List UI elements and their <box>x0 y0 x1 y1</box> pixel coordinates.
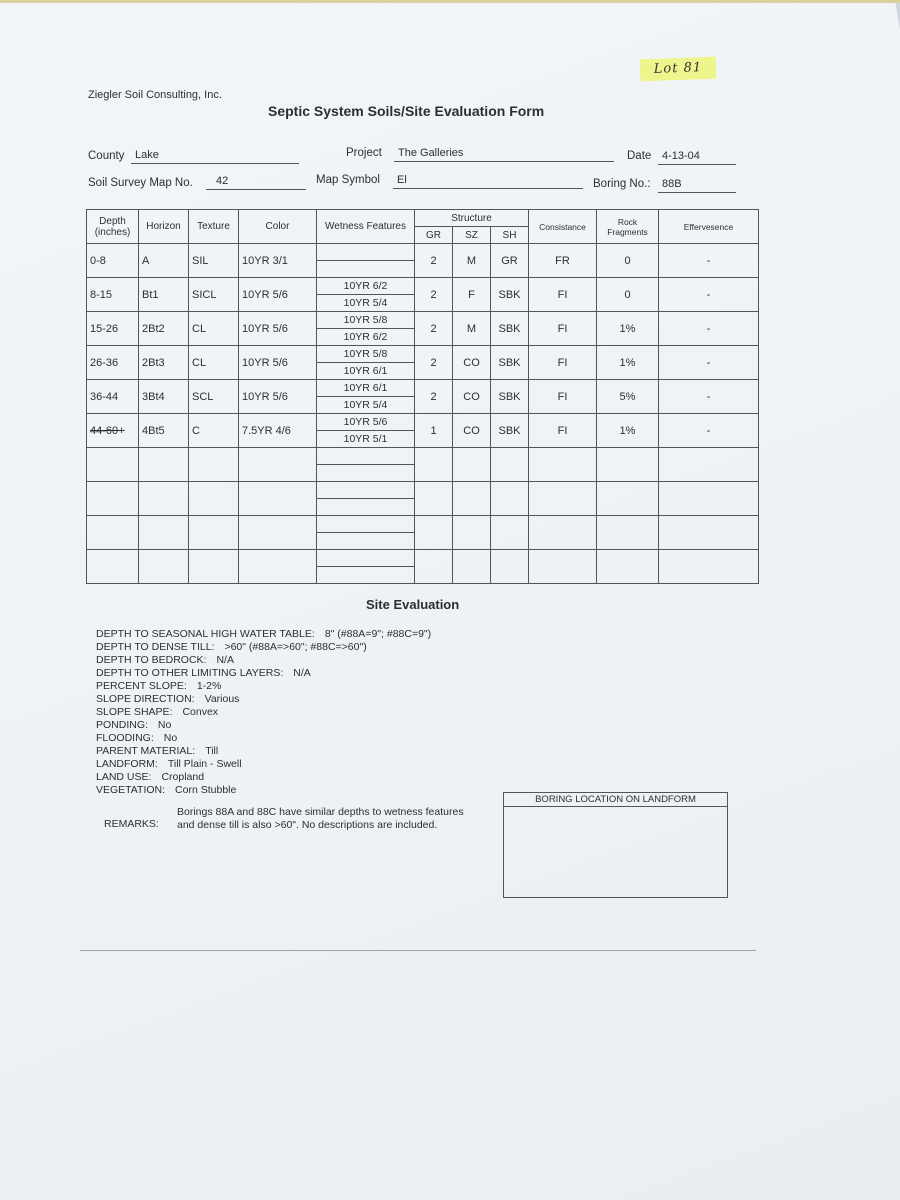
table-row <box>87 414 759 448</box>
sh-cell: SBK <box>491 380 529 414</box>
wetness-line-1: 10YR 6/1 <box>317 380 414 397</box>
consistence-cell: FR <box>529 244 597 278</box>
wetness-line-1: 10YR 5/8 <box>317 346 414 363</box>
consistence-cell: FI <box>529 414 597 448</box>
consistence-cell: FI <box>529 346 597 380</box>
eval-item <box>96 706 431 719</box>
county-field: Lake <box>131 149 299 164</box>
rock-cell: 1% <box>597 346 659 380</box>
wetness-line-2: 10YR 5/4 <box>343 398 388 411</box>
depth-header: Depth (inches) <box>87 210 139 244</box>
gr-cell: 2 <box>415 312 453 346</box>
effervescence-cell: - <box>659 244 759 278</box>
sh-header: SH <box>491 227 529 244</box>
sh-cell: SBK <box>491 278 529 312</box>
color-header: Color <box>239 210 317 244</box>
remarks-line: and dense till is also >60". No descriptions are included. <box>177 819 438 831</box>
eval-value: Corn Stubble <box>175 784 237 796</box>
sz-cell: CO <box>453 346 491 380</box>
wetness-header: Wetness Features <box>317 210 415 244</box>
consistence-header: Consistance <box>529 210 597 244</box>
project-field: The Galleries <box>394 147 614 162</box>
color-cell: 10YR 3/1 <box>239 244 317 278</box>
color-cell: 7.5YR 4/6 <box>239 414 317 448</box>
eval-item <box>96 758 431 771</box>
wetness-line-2: 10YR 5/1 <box>343 432 388 445</box>
sz-cell: CO <box>453 380 491 414</box>
soil-map-field: 42 <box>206 175 306 190</box>
rock-cell: 5% <box>597 380 659 414</box>
eval-value: Till <box>205 745 219 757</box>
date-field: 4-13-04 <box>658 150 736 165</box>
boring-location-box <box>503 792 728 898</box>
texture-cell: SCL <box>189 380 239 414</box>
eval-label: VEGETATION: <box>96 784 166 796</box>
eval-label: DEPTH TO BEDROCK: <box>96 654 207 666</box>
depth-cell: 26-36 <box>87 346 139 380</box>
effervescence-cell: - <box>659 380 759 414</box>
eval-item <box>96 719 431 732</box>
eval-item <box>96 680 431 693</box>
gr-cell: 2 <box>415 346 453 380</box>
horizon-cell: 2Bt3 <box>139 346 189 380</box>
effervescence-cell: - <box>659 346 759 380</box>
color-cell: 10YR 5/6 <box>239 346 317 380</box>
remarks-line: Borings 88A and 88C have similar depths to wetness features <box>177 806 464 818</box>
wetness-line-2: 10YR 6/1 <box>343 364 388 377</box>
sh-cell: SBK <box>491 312 529 346</box>
bottom-divider <box>80 950 756 951</box>
texture-cell: CL <box>189 346 239 380</box>
texture-cell: SICL <box>189 278 239 312</box>
depth-cell: 8-15 <box>87 278 139 312</box>
map-symbol-label: Map Symbol <box>316 174 380 186</box>
horizon-cell: 4Bt5 <box>139 414 189 448</box>
color-cell: 10YR 5/6 <box>239 312 317 346</box>
texture-cell: SIL <box>189 244 239 278</box>
horizon-cell: A <box>139 244 189 278</box>
texture-cell: CL <box>189 312 239 346</box>
lot-sticky-note: Lot 81 <box>640 57 717 82</box>
table-row <box>87 346 759 380</box>
empty-table-row <box>87 516 759 550</box>
eval-item <box>96 693 431 706</box>
rock-cell: 0 <box>597 278 659 312</box>
table-row <box>87 244 759 278</box>
table-row <box>87 312 759 346</box>
eval-label: PONDING: <box>96 719 148 731</box>
form-title: Septic System Soils/Site Evaluation Form <box>268 103 545 119</box>
company-name: Ziegler Soil Consulting, Inc. <box>88 89 222 101</box>
eval-label: PARENT MATERIAL: <box>96 745 196 757</box>
top-edge <box>0 0 900 3</box>
depth-cell: 44-60+ <box>87 414 139 448</box>
rock-fragments-header: Rock Fragments <box>597 210 659 244</box>
sz-cell: M <box>453 244 491 278</box>
texture-header: Texture <box>189 210 239 244</box>
eval-label: SLOPE DIRECTION: <box>96 693 195 705</box>
consistence-cell: FI <box>529 312 597 346</box>
effervescence-cell: - <box>659 278 759 312</box>
empty-table-row <box>87 448 759 482</box>
wetness-line-1: 10YR 6/2 <box>317 278 414 295</box>
eval-value: 1-2% <box>196 680 222 692</box>
eval-value: N/A <box>293 667 311 679</box>
sz-cell: F <box>453 278 491 312</box>
sh-cell: SBK <box>491 346 529 380</box>
remarks-text <box>177 806 464 832</box>
color-cell: 10YR 5/6 <box>239 278 317 312</box>
depth-cell: 0-8 <box>87 244 139 278</box>
eval-item <box>96 667 431 680</box>
wetness-line-1: 10YR 5/8 <box>317 312 414 329</box>
empty-table-row <box>87 550 759 584</box>
consistence-cell: FI <box>529 278 597 312</box>
soil-profile-table <box>86 209 759 584</box>
boring-location-label: BORING LOCATION ON LANDFORM <box>504 793 727 807</box>
sz-cell: CO <box>453 414 491 448</box>
eval-value: Till Plain - Swell <box>167 758 242 770</box>
gr-cell: 2 <box>415 278 453 312</box>
eval-value: No <box>163 732 178 744</box>
boring-label: Boring No.: <box>593 178 651 190</box>
effervescence-cell: - <box>659 414 759 448</box>
county-label: County <box>88 150 125 162</box>
gr-cell: 2 <box>415 380 453 414</box>
map-symbol-field: El <box>393 174 583 189</box>
gr-cell: 2 <box>415 244 453 278</box>
eval-label: SLOPE SHAPE: <box>96 706 173 718</box>
eval-item <box>96 732 431 745</box>
eval-label: LAND USE: <box>96 771 152 783</box>
eval-item <box>96 654 431 667</box>
eval-label: LANDFORM: <box>96 758 158 770</box>
eval-label: DEPTH TO SEASONAL HIGH WATER TABLE: <box>96 628 315 640</box>
effervescence-header: Effervesence <box>659 210 759 244</box>
consistence-cell: FI <box>529 380 597 414</box>
table-row <box>87 380 759 414</box>
wetness-line-2: 10YR 6/2 <box>343 330 388 343</box>
gr-header: GR <box>415 227 453 244</box>
sz-header: SZ <box>453 227 491 244</box>
eval-label: PERCENT SLOPE: <box>96 680 187 692</box>
eval-value: >60" (#88A=>60"; #88C=>60") <box>224 641 367 653</box>
eval-value: Convex <box>182 706 219 718</box>
site-evaluation-list <box>96 628 431 797</box>
remarks-label: REMARKS: <box>104 818 159 830</box>
soil-map-label: Soil Survey Map No. <box>88 177 193 189</box>
eval-value: N/A <box>216 654 234 666</box>
eval-item <box>96 628 431 641</box>
eval-item <box>96 784 431 797</box>
wetness-cell <box>317 346 415 380</box>
boring-field: 88B <box>658 178 736 193</box>
site-evaluation-title: Site Evaluation <box>366 597 460 612</box>
eval-value: Cropland <box>161 771 205 783</box>
sh-cell: SBK <box>491 414 529 448</box>
horizon-header: Horizon <box>139 210 189 244</box>
texture-cell: C <box>189 414 239 448</box>
sh-cell: GR <box>491 244 529 278</box>
eval-value: No <box>157 719 172 731</box>
rock-cell: 1% <box>597 414 659 448</box>
wetness-cell <box>317 380 415 414</box>
rock-cell: 0 <box>597 244 659 278</box>
gr-cell: 1 <box>415 414 453 448</box>
horizon-cell: Bt1 <box>139 278 189 312</box>
wetness-line-1 <box>317 244 414 261</box>
effervescence-cell: - <box>659 312 759 346</box>
rock-cell: 1% <box>597 312 659 346</box>
structure-header: Structure <box>415 210 529 227</box>
wetness-line-2: 10YR 5/4 <box>343 296 388 309</box>
eval-label: DEPTH TO OTHER LIMITING LAYERS: <box>96 667 284 679</box>
eval-value: Various <box>204 693 240 705</box>
wetness-line-1: 10YR 5/6 <box>317 414 414 431</box>
eval-value: 8" (#88A=9"; #88C=9") <box>324 628 432 640</box>
empty-table-row <box>87 482 759 516</box>
eval-item <box>96 745 431 758</box>
project-label: Project <box>346 147 382 159</box>
wetness-cell <box>317 244 415 278</box>
depth-cell: 36-44 <box>87 380 139 414</box>
eval-label: FLOODING: <box>96 732 154 744</box>
wetness-cell <box>317 414 415 448</box>
wetness-cell <box>317 278 415 312</box>
depth-cell: 15-26 <box>87 312 139 346</box>
table-row <box>87 278 759 312</box>
wetness-cell <box>317 312 415 346</box>
wetness-line-2 <box>317 261 414 278</box>
eval-item <box>96 771 431 784</box>
eval-label: DEPTH TO DENSE TILL: <box>96 641 215 653</box>
color-cell: 10YR 5/6 <box>239 380 317 414</box>
sz-cell: M <box>453 312 491 346</box>
horizon-cell: 2Bt2 <box>139 312 189 346</box>
eval-item <box>96 641 431 654</box>
date-label: Date <box>627 150 652 162</box>
horizon-cell: 3Bt4 <box>139 380 189 414</box>
